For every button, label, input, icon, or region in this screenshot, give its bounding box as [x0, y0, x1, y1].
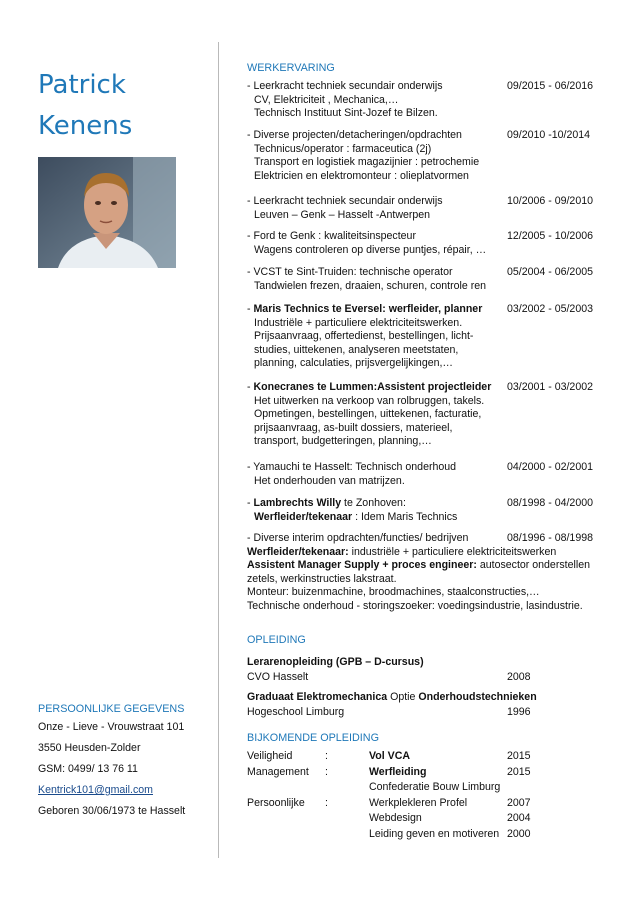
education-item — [247, 690, 607, 720]
training-year: 2015 — [507, 750, 531, 762]
work-date: 10/2006 - 09/2010 — [507, 195, 594, 207]
work-line: Wagens controleren op diverse puntjes, répair, … — [254, 243, 487, 256]
work-line: Het uitwerken na verkoop van rolbruggen, takels. — [254, 394, 485, 407]
training-name: Confederatie Bouw Limburg — [369, 781, 501, 794]
work-item: 03/2001 - 03/2002 - Konecranes te Lummen:Assistent projectleider Het uitwerken na verkoop van rolbruggen, takels. Opmetingen, bestellingen, uittekenen, facturatie, prijsaanvraag, as-built dossiers, materieel, transport, budgetteringen, planning,… — [247, 381, 607, 449]
work-line: Opmetingen, bestellingen, uittekenen, facturatie, — [254, 408, 482, 421]
training-row — [247, 749, 607, 765]
job-note: : Idem Maris Technics — [352, 510, 458, 523]
work-item — [247, 195, 607, 222]
education-year: 2008 — [507, 671, 531, 683]
work-date: 04/2000 - 02/2001 — [507, 461, 594, 473]
work-line: Monteur: buizenmachine, broodmachines, staalconstructies,… — [247, 586, 540, 599]
training-row — [247, 827, 607, 843]
work-item — [247, 230, 607, 257]
first-name: Patrick — [38, 70, 126, 100]
birth-info: Geboren 30/06/1973 te Hasselt — [38, 805, 186, 817]
work-item — [247, 461, 607, 488]
work-line: transport, budgetteringen, planning,… — [254, 435, 432, 448]
training-year: 2000 — [507, 827, 531, 840]
work-line: - Leerkracht techniek secundair onderwijs — [247, 195, 443, 207]
work-item — [247, 129, 607, 183]
education-year: 1996 — [507, 706, 531, 718]
degree-specialisation: Onderhoudstechnieken — [418, 691, 537, 703]
work-date: 09/2015 - 06/2016 — [507, 80, 594, 92]
work-date: 03/2002 - 05/2003 — [507, 303, 594, 315]
training-name: Leiding geven en motiveren — [369, 827, 500, 840]
work-line: - Ford te Genk : kwaliteitsinspecteur — [247, 230, 416, 242]
training-row — [247, 765, 607, 781]
training-name: Werkplekleren Profel — [369, 796, 468, 809]
training-year: 2004 — [507, 812, 531, 825]
training-row — [247, 796, 607, 812]
work-line: Technische onderhoud - storingszoeker: voedingsindustrie, lasindustrie. — [247, 599, 583, 612]
last-name: Kenens — [38, 111, 133, 141]
separator: : — [325, 750, 328, 762]
work-line: - Leerkracht techniek secundair onderwijs — [247, 80, 443, 92]
school-name: Hogeschool Limburg — [247, 706, 345, 718]
employer-location: te Zonhoven: — [341, 497, 406, 509]
degree-title: Graduaat Elektromechanica — [247, 691, 388, 703]
address: Onze - Lieve - Vrouwstraat 101 — [38, 721, 185, 733]
work-line: - Yamauchi te Hasselt: Technisch onderhoud — [247, 461, 457, 473]
work-item — [247, 266, 607, 293]
education-section-title: OPLEIDING — [247, 634, 306, 646]
work-date: 08/1998 - 04/2000 — [507, 497, 594, 509]
work-date: 12/2005 - 10/2006 — [507, 230, 594, 242]
training-year: 2007 — [507, 796, 531, 809]
work-line: Industriële + particuliere elektriciteitswerken. — [254, 316, 463, 329]
work-line: planning, calculaties, prijsvergelijkingen,… — [254, 357, 454, 370]
training-category: Persoonlijke — [247, 796, 305, 809]
separator: : — [325, 765, 328, 778]
work-line: - VCST te Sint-Truiden: technische operator — [247, 266, 453, 278]
phone: GSM: 0499/ 13 76 11 — [38, 763, 138, 775]
work-line: studies, uittekenen, analyseren meetstaten, — [254, 343, 459, 356]
work-date: 08/1996 - 08/1998 — [507, 532, 594, 544]
work-line: Elektricien en elektromonteur : olieplatvormen — [254, 169, 469, 182]
work-line: - Diverse interim opdrachten/functies/ bedrijven — [247, 532, 469, 544]
extra-training-section-title: BIJKOMENDE OPLEIDING — [247, 732, 379, 744]
job-role: Werfleider/tekenaar — [254, 510, 353, 523]
employer-name: Maris Technics te Eversel: werfleider, planner — [253, 303, 483, 315]
work-item: 03/2002 - 05/2003 - Maris Technics te Eversel: werfleider, planner Industriële + particuliere elektriciteitswerken. Prijsaanvraag, offertedienst, bestellingen, licht- studies, uittekenen, analyseren meetstaten, planning, calculaties, prijsvergelijkingen,… — [247, 303, 607, 371]
work-date: 03/2001 - 03/2002 — [507, 381, 594, 393]
training-category: Veiligheid — [247, 750, 293, 762]
training-name: Vol VCA — [369, 750, 411, 762]
employer-name: Lambrechts Willy — [253, 497, 342, 509]
education-item — [247, 655, 607, 685]
separator: : — [325, 796, 328, 809]
work-line: Het onderhouden van matrijzen. — [254, 474, 405, 487]
extra-training-table — [247, 749, 607, 843]
training-name: Werfleiding — [369, 765, 427, 778]
work-line: Technicus/operator : farmaceutica (2j) — [254, 142, 432, 155]
work-line: prijsaanvraag, as-built dossiers, materieel, — [254, 421, 453, 434]
employer-name: Konecranes te Lummen:Assistent projectleider — [253, 381, 492, 393]
school-name: CVO Hasselt — [247, 671, 309, 683]
email-link[interactable]: Kentrick101@gmail.com — [38, 784, 153, 796]
job-role: Assistent Manager Supply + proces engineer: — [247, 559, 477, 572]
work-line: Technisch Instituut Sint-Jozef te Bilzen. — [254, 107, 438, 120]
work-line: Prijsaanvraag, offertedienst, bestellingen, licht- — [254, 330, 474, 343]
personal-section-title: PERSOONLIJKE GEGEVENS — [38, 703, 185, 715]
work-section-title: WERKERVARING — [247, 62, 335, 74]
work-date: 09/2010 -10/2014 — [507, 129, 591, 141]
degree-title: Lerarenopleiding (GPB – D-cursus) — [247, 656, 424, 668]
work-line: autosector onderstellen — [476, 559, 590, 572]
work-item — [247, 80, 607, 121]
training-row — [247, 811, 607, 827]
work-item — [247, 532, 607, 614]
work-line: CV, Elektriciteit , Mechanica,… — [254, 93, 399, 106]
degree-option: Optie — [387, 691, 419, 703]
work-line: industriële + particuliere elektriciteitswerken — [348, 545, 557, 558]
training-category: Management — [247, 765, 309, 778]
work-line: Transport en logistiek magazijnier : petrochemie — [254, 156, 480, 169]
training-row — [247, 780, 607, 796]
work-line: Leuven – Genk – Hasselt -Antwerpen — [254, 208, 431, 221]
job-role: Werfleider/tekenaar: — [247, 545, 349, 558]
city: 3550 Heusden-Zolder — [38, 742, 141, 754]
work-line: - Diverse projecten/detacheringen/opdrachten — [247, 129, 462, 141]
personal-details — [38, 720, 213, 825]
work-line: Tandwielen frezen, draaien, schuren, controle ren — [254, 279, 487, 292]
training-name: Webdesign — [369, 812, 422, 825]
work-date: 05/2004 - 06/2005 — [507, 266, 594, 278]
profile-photo — [38, 157, 176, 268]
work-line: zetels, werkinstructies lakstraat. — [247, 572, 397, 585]
column-divider — [218, 42, 219, 858]
work-item: 08/1998 - 04/2000 - Lambrechts Willy te Zonhoven: Werfleider/tekenaar : Idem Maris Technics — [247, 497, 594, 523]
training-year: 2015 — [507, 765, 531, 778]
